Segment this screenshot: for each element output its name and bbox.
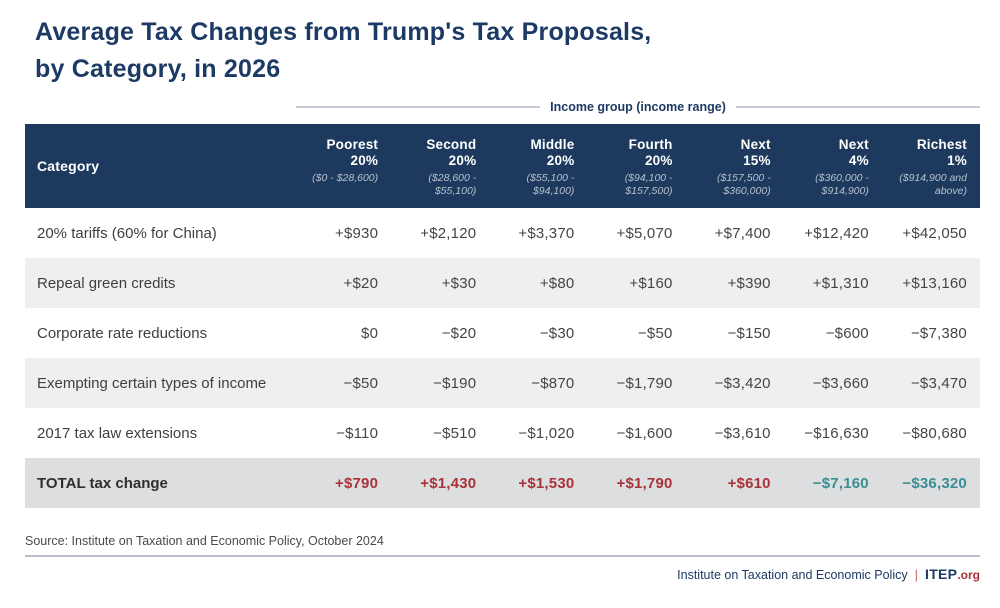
column-range: ($914,900 and above) bbox=[899, 172, 967, 197]
value-cell: −$3,470 bbox=[910, 374, 967, 392]
page-title-line1: Average Tax Changes from Trump's Tax Proposals, bbox=[35, 18, 652, 46]
column-group: Fourth bbox=[628, 137, 673, 152]
column-range: ($94,100 - $157,500) bbox=[624, 172, 673, 197]
value-cell: −$3,610 bbox=[714, 424, 771, 442]
column-range: ($157,500 - $360,000) bbox=[716, 172, 771, 197]
row-label: 20% tariffs (60% for China) bbox=[37, 224, 217, 242]
total-value-cell: −$7,160 bbox=[812, 474, 869, 492]
value-cell: +$3,370 bbox=[518, 224, 575, 242]
value-cell: +$80 bbox=[539, 274, 575, 292]
value-cell: −$80,680 bbox=[902, 424, 967, 442]
column-range: ($55,100 - $94,100) bbox=[526, 172, 575, 197]
value-cell: −$190 bbox=[433, 374, 477, 392]
column-header-poorest-20 bbox=[293, 124, 391, 208]
total-value-cell: +$790 bbox=[335, 474, 379, 492]
value-cell: +$42,050 bbox=[902, 224, 967, 242]
value-cell: +$13,160 bbox=[902, 274, 967, 292]
footer-separator: | bbox=[914, 567, 918, 582]
page-title-line2: by Category, in 2026 bbox=[35, 55, 281, 83]
row-label: Corporate rate reductions bbox=[37, 324, 208, 342]
page-title bbox=[35, 14, 651, 88]
column-header-richest-1 bbox=[882, 124, 980, 208]
value-cell: $0 bbox=[361, 324, 379, 342]
column-group: Middle bbox=[530, 137, 575, 152]
value-cell: −$870 bbox=[531, 374, 575, 392]
value-cell: −$510 bbox=[433, 424, 477, 442]
value-cell: +$930 bbox=[335, 224, 379, 242]
column-group: Poorest bbox=[326, 137, 379, 152]
footer-divider-line bbox=[25, 555, 980, 557]
value-cell: −$20 bbox=[441, 324, 477, 342]
column-header-fourth-20 bbox=[587, 124, 685, 208]
value-cell: −$600 bbox=[825, 324, 869, 342]
total-value-cell: −$36,320 bbox=[902, 474, 967, 492]
column-pct: 20% bbox=[448, 153, 477, 168]
column-group: Second bbox=[426, 137, 477, 152]
total-value-cell: +$610 bbox=[727, 474, 771, 492]
value-cell: −$16,630 bbox=[804, 424, 869, 442]
value-cell: +$7,400 bbox=[714, 224, 771, 242]
total-row bbox=[25, 458, 980, 508]
value-cell: +$5,070 bbox=[616, 224, 673, 242]
value-cell: −$30 bbox=[539, 324, 575, 342]
total-value-cell: +$1,530 bbox=[518, 474, 575, 492]
value-cell: +$12,420 bbox=[804, 224, 869, 242]
column-range: ($360,000 - $914,900) bbox=[815, 172, 869, 197]
column-range: ($28,600 - $55,100) bbox=[428, 172, 477, 197]
table-header-row bbox=[25, 124, 980, 208]
column-header-middle-20 bbox=[489, 124, 587, 208]
value-cell: +$20 bbox=[343, 274, 379, 292]
column-pct: 4% bbox=[848, 153, 869, 168]
column-pct: 15% bbox=[743, 153, 771, 168]
footer-org-name: Institute on Taxation and Economic Policy bbox=[677, 568, 908, 582]
itep-logo: ITEP bbox=[925, 566, 958, 582]
column-pct: 20% bbox=[644, 153, 673, 168]
value-cell: −$3,660 bbox=[812, 374, 869, 392]
value-cell: −$1,600 bbox=[616, 424, 673, 442]
value-cell: −$50 bbox=[637, 324, 673, 342]
column-pct: 1% bbox=[947, 153, 967, 168]
row-label: Repeal green credits bbox=[37, 274, 176, 292]
value-cell: +$2,120 bbox=[420, 224, 477, 242]
value-cell: +$1,310 bbox=[812, 274, 869, 292]
total-row-label: TOTAL tax change bbox=[37, 474, 168, 492]
footer-branding bbox=[677, 566, 980, 582]
value-cell: −$150 bbox=[727, 324, 771, 342]
column-pct: 20% bbox=[546, 153, 575, 168]
value-cell: +$30 bbox=[441, 274, 477, 292]
row-label: Exempting certain types of income bbox=[37, 374, 267, 392]
income-group-line-left bbox=[296, 106, 540, 108]
source-note: Source: Institute on Taxation and Economic Policy, October 2024 bbox=[25, 534, 384, 548]
value-cell: −$110 bbox=[336, 424, 379, 442]
column-group: Richest bbox=[916, 137, 967, 152]
table-row-2017-tax-law bbox=[25, 408, 980, 458]
category-header: Category bbox=[37, 158, 100, 174]
column-header-next-15 bbox=[686, 124, 784, 208]
column-group: Next bbox=[838, 137, 869, 152]
table-row-exempting-income bbox=[25, 358, 980, 408]
income-group-label: Income group (income range) bbox=[550, 100, 726, 114]
tax-change-table bbox=[25, 124, 980, 508]
total-value-cell: +$1,790 bbox=[616, 474, 673, 492]
value-cell: −$1,790 bbox=[616, 374, 673, 392]
column-header-second-20 bbox=[391, 124, 489, 208]
income-group-line-right bbox=[736, 106, 980, 108]
column-header-next-4 bbox=[784, 124, 882, 208]
total-value-cell: +$1,430 bbox=[420, 474, 477, 492]
table-row-tariffs bbox=[25, 208, 980, 258]
itep-org-suffix: .org bbox=[957, 568, 980, 582]
value-cell: −$50 bbox=[343, 374, 379, 392]
table-row-corporate-rate bbox=[25, 308, 980, 358]
column-group: Next bbox=[740, 137, 771, 152]
value-cell: +$390 bbox=[727, 274, 771, 292]
column-pct: 20% bbox=[350, 153, 379, 168]
value-cell: −$7,380 bbox=[910, 324, 967, 342]
value-cell: +$160 bbox=[629, 274, 673, 292]
column-range: ($0 - $28,600) bbox=[312, 172, 379, 184]
table-row-green-credits bbox=[25, 258, 980, 308]
row-label: 2017 tax law extensions bbox=[37, 424, 198, 442]
income-group-header bbox=[296, 100, 980, 114]
value-cell: −$3,420 bbox=[714, 374, 771, 392]
value-cell: −$1,020 bbox=[518, 424, 575, 442]
